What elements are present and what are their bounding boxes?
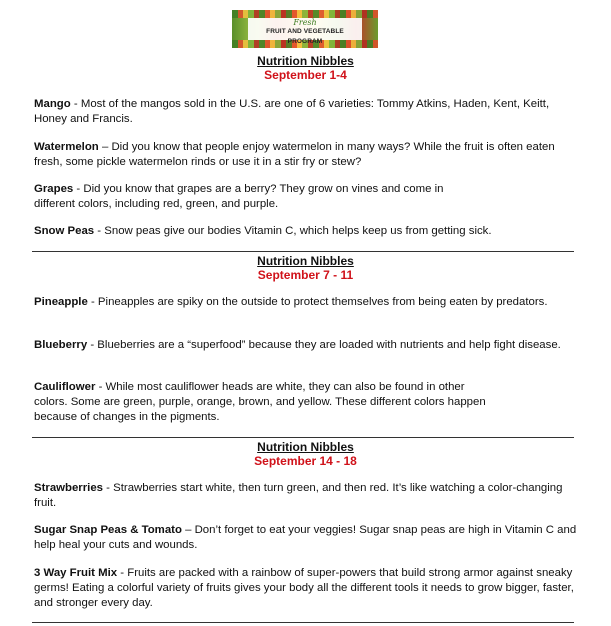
nibble-item <box>34 224 582 239</box>
item-text: – Did you know that people enjoy watermelon in many ways? While the fruit is often eaten fresh, some pickle watermelon rinds or use it in a stir fry or stew? <box>34 141 555 168</box>
section-divider <box>32 251 574 252</box>
program-banner-logo <box>232 10 378 48</box>
item-text: - Most of the mangos sold in the U.S. are one of 6 varieties: Tommy Atkins, Haden, Kent, Keitt, Honey and Francis. <box>34 98 550 125</box>
item-name: 3 Way Fruit Mix <box>34 567 118 579</box>
item-text: - Did you know that grapes are a berry? They grow on vines and come in different colors, including red, green, and purple. <box>34 183 444 210</box>
section-date: September 7 - 11 <box>257 268 354 282</box>
section-divider <box>32 437 574 438</box>
nibble-item <box>34 97 582 127</box>
banner-program-text: FRUIT AND VEGETABLE PROGRAM <box>266 28 344 45</box>
item-name: Strawberries <box>34 482 104 494</box>
section-title: Nutrition Nibbles <box>257 440 354 454</box>
item-name: Blueberry <box>34 339 88 351</box>
section-1-header <box>0 54 611 82</box>
item-text: – Don’t forget to eat your veggies! Sugar snap peas are high in Vitamin C and help heal your cuts and wounds. <box>34 524 577 551</box>
banner-fresh-text: Fresh <box>293 18 317 27</box>
item-text: - Fruits are packed with a rainbow of super-powers that build strong armor against sneaky germs! Eating a colorful variety of fruits gives your body all the different tools it needs to grow bigger, faster, and stronger every day. <box>34 567 574 609</box>
nibble-item <box>34 182 484 212</box>
item-name: Pineapple <box>34 296 88 308</box>
nibble-item <box>34 295 582 310</box>
item-text: - Snow peas give our bodies Vitamin C, which helps keep us from getting sick. <box>94 225 492 237</box>
item-name: Snow Peas <box>34 225 95 237</box>
nibble-item <box>34 566 582 611</box>
section-date: September 14 - 18 <box>254 454 357 468</box>
section-3-header <box>0 440 611 468</box>
nibble-item <box>34 338 582 353</box>
section-title: Nutrition Nibbles <box>257 54 354 68</box>
nibble-item <box>34 140 582 170</box>
section-date: September 1-4 <box>264 68 347 82</box>
item-name: Watermelon <box>34 141 99 153</box>
item-name: Sugar Snap Peas & Tomato <box>34 524 182 536</box>
nibble-item <box>34 523 582 553</box>
item-name: Mango <box>34 98 71 110</box>
section-title: Nutrition Nibbles <box>257 254 354 268</box>
nibble-item <box>34 481 582 511</box>
nibble-item <box>34 380 486 425</box>
item-name: Grapes <box>34 183 74 195</box>
item-name: Cauliflower <box>34 381 96 393</box>
item-text: - Strawberries start white, then turn green, and then red. It’s like watching a color-changing fruit. <box>34 482 563 509</box>
item-text: - While most cauliflower heads are white, they can also be found in other colors. Some are green, purple, orange, brown, and yellow. These different colors happen because of changes in the pigments. <box>34 381 486 423</box>
section-divider <box>32 622 574 623</box>
item-text: - Blueberries are a “superfood” because they are loaded with nutrients and help fight disease. <box>87 339 561 351</box>
item-text: - Pineapples are spiky on the outside to protect themselves from being eaten by predators. <box>87 296 548 308</box>
section-2-header <box>0 254 611 282</box>
produce-border-top <box>232 10 378 18</box>
banner-label <box>248 18 362 45</box>
